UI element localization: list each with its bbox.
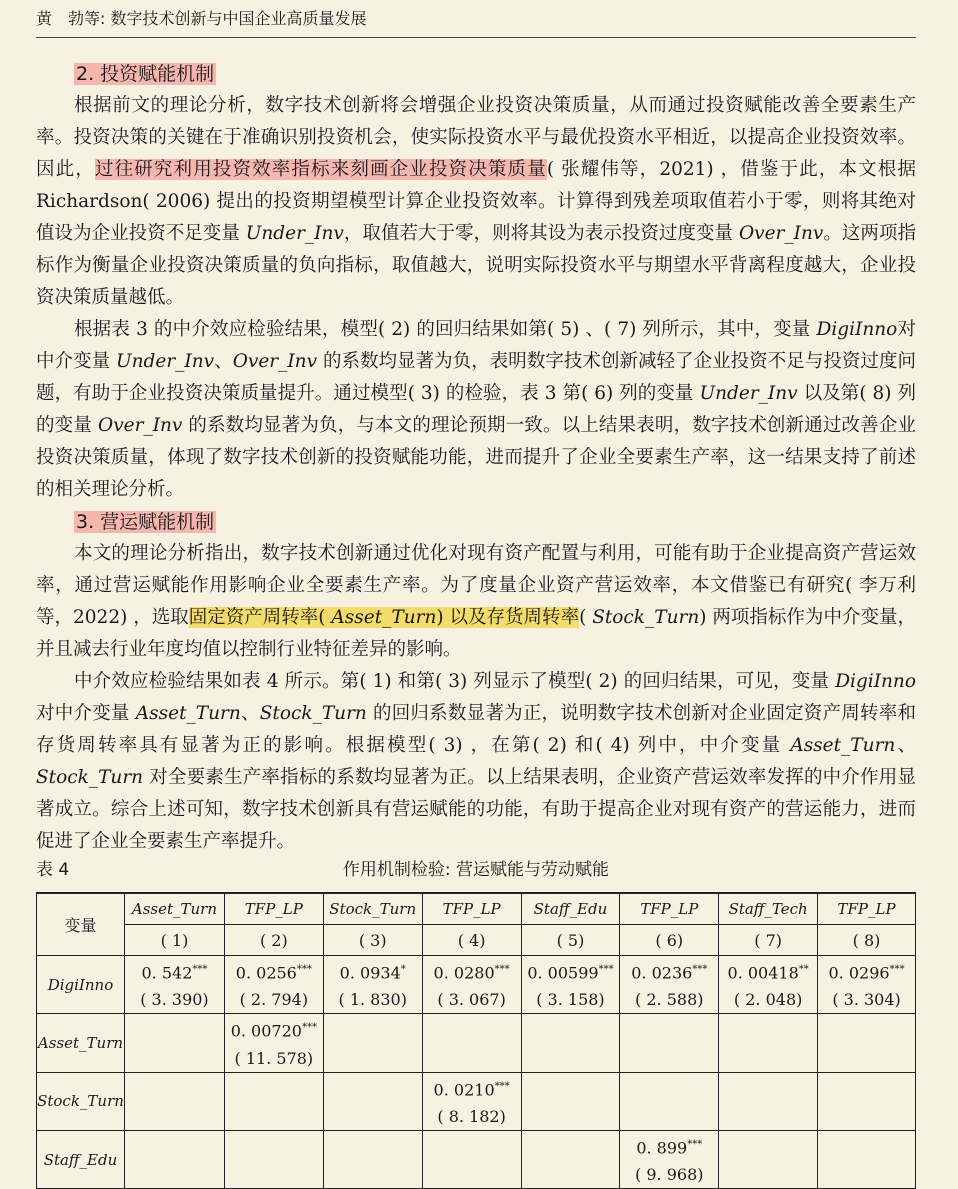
table-row bbox=[37, 956, 916, 1014]
table-cell bbox=[818, 1014, 916, 1072]
table-column-header: Stock_Turn bbox=[323, 893, 422, 925]
table-row bbox=[37, 1072, 916, 1130]
table-cell: 0. 542*** ( 3. 390) bbox=[124, 956, 224, 1014]
table-caption: 作用机制检验: 营运赋能与劳动赋能 bbox=[342, 860, 610, 880]
header-rule bbox=[36, 37, 916, 38]
table-cell bbox=[323, 1130, 422, 1188]
table-cell: 0. 00720*** ( 11. 578) bbox=[224, 1014, 323, 1072]
table-cell bbox=[818, 1130, 916, 1188]
table-cell bbox=[124, 1072, 224, 1130]
table-cell: 0. 899*** ( 9. 968) bbox=[620, 1130, 719, 1188]
table-cell: 0. 0210*** ( 8. 182) bbox=[422, 1072, 521, 1130]
results-table bbox=[36, 892, 916, 1189]
table-row-label: Asset_Turn bbox=[37, 1014, 125, 1072]
table-cell bbox=[818, 1072, 916, 1130]
table-cell bbox=[323, 1072, 422, 1130]
table-column-header: TFP_LP bbox=[422, 893, 521, 925]
table-cell bbox=[224, 1072, 323, 1130]
table-column-number: ( 4) bbox=[422, 925, 521, 956]
table-column-header: TFP_LP bbox=[620, 893, 719, 925]
table-cell bbox=[521, 1130, 620, 1188]
table-cell bbox=[422, 1130, 521, 1188]
table-label: 表 4 bbox=[36, 860, 70, 880]
table-cell: 0. 0256*** ( 2. 794) bbox=[224, 956, 323, 1014]
table-column-number: ( 5) bbox=[521, 925, 620, 956]
table-cell: 0. 0296*** ( 3. 304) bbox=[818, 956, 916, 1014]
table-column-number: ( 7) bbox=[719, 925, 818, 956]
body-text bbox=[36, 58, 916, 858]
paragraph: 根据表 3 的中介效应检验结果，模型( 2) 的回归结果如第( 5) 、( 7) 列所示，其中，变量 DigiInno对中介变量 Under_Inv、Over_Inv 的系数均显著为负，表明数字技术创新减轻了企业投资不足与投资过度问题，有助于企业投资决策质量提升。通过模型( 3) 的检验，表 3 第( 6) 列的变量 Under_Inv 以及第( 8) 列的变量 Over_Inv 的系数均显著为负，与本文的理论预期一致。以上结果表明，数字技术创新通过改善企业投资决策质量，体现了数字技术创新的投资赋能功能，进而提升了企业全要素生产率，这一结果支持了前述的相关理论分析。 bbox=[36, 319, 916, 500]
paragraph: 根据前文的理论分析，数字技术创新将会增强企业投资决策质量，从而通过投资赋能改善全要素生产率。投资决策的关键在于准确识别投资机会，使实际投资水平与最优投资水平相近，以提高企业投资效率。因此，过往研究利用投资效率指标来刻画企业投资决策质量( 张耀伟等，2021) ，借鉴于此，本文根据 Richardson( 2006) 提出的投资期望模型计算企业投资效率。计算得到残差项取值若小于零，则将其绝对值设为企业投资不足变量 Under_Inv，取值若大于零，则将其设为表示投资过度变量 Over_Inv。这两项指标作为衡量企业投资决策质量的负向指标，取值越大，说明实际投资水平与期望水平背离程度越大，企业投资决策质量越低。 bbox=[36, 95, 916, 308]
table-cell bbox=[521, 1014, 620, 1072]
table-column-number: ( 3) bbox=[323, 925, 422, 956]
table-column-header: TFP_LP bbox=[818, 893, 916, 925]
table-cell: 0. 0280*** ( 3. 067) bbox=[422, 956, 521, 1014]
table-column-header: Asset_Turn bbox=[124, 893, 224, 925]
table-column-header: TFP_LP bbox=[224, 893, 323, 925]
table-cell bbox=[719, 1072, 818, 1130]
heading-text: 3. 营运赋能机制 bbox=[76, 511, 215, 533]
table-cell bbox=[521, 1072, 620, 1130]
table-column-header: Staff_Edu bbox=[521, 893, 620, 925]
table-row bbox=[37, 1014, 916, 1072]
table-cell bbox=[719, 1014, 818, 1072]
table-cell bbox=[422, 1014, 521, 1072]
table-header-variable: 变量 bbox=[37, 893, 125, 956]
table-column-number: ( 6) bbox=[620, 925, 719, 956]
table-cell bbox=[224, 1130, 323, 1188]
highlight-pink: 过往研究利用投资效率指标来刻画企业投资决策质量 bbox=[94, 159, 547, 180]
highlight-yellow: 固定资产周转率( Asset_Turn) 以及存货周转率 bbox=[188, 607, 580, 628]
heading-text: 2. 投资赋能机制 bbox=[76, 63, 215, 85]
paragraph: 本文的理论分析指出，数字技术创新通过优化对现有资产配置与利用，可能有助于企业提高资产营运效率，通过营运赋能作用影响企业全要素生产率。为了度量企业资产营运效率，本文借鉴已有研究( 李万利等，2022) ，选取固定资产周转率( Asset_Turn) 以及存货周转率( Stock_Turn) 两项指标作为中介变量，并且减去行业年度均值以控制行业特征差异的影响。 bbox=[36, 543, 916, 660]
table-column-number: ( 1) bbox=[124, 925, 224, 956]
table-row bbox=[37, 1130, 916, 1188]
table-row-label: Stock_Turn bbox=[37, 1072, 125, 1130]
table-cell bbox=[124, 1130, 224, 1188]
section-heading-investment bbox=[36, 58, 916, 90]
table-cell: 0. 00599*** ( 3. 158) bbox=[521, 956, 620, 1014]
table-cell: 0. 0236*** ( 2. 588) bbox=[620, 956, 719, 1014]
table-row-label: Staff_Edu bbox=[37, 1130, 125, 1188]
table-column-number: ( 8) bbox=[818, 925, 916, 956]
table-cell bbox=[620, 1014, 719, 1072]
table-cell bbox=[620, 1072, 719, 1130]
table-row-label: DigiInno bbox=[37, 956, 125, 1014]
running-header: 黄 勃等: 数字技术创新与中国企业高质量发展 bbox=[36, 9, 367, 28]
section-heading-operation bbox=[36, 506, 916, 538]
table-cell: 0. 00418** ( 2. 048) bbox=[719, 956, 818, 1014]
table-cell: 0. 0934* ( 1. 830) bbox=[323, 956, 422, 1014]
table-cell bbox=[323, 1014, 422, 1072]
table-cell bbox=[719, 1130, 818, 1188]
table-column-header: Staff_Tech bbox=[719, 893, 818, 925]
paragraph: 中介效应检验结果如表 4 所示。第( 1) 和第( 3) 列显示了模型( 2) 的回归结果，可见，变量 DigiInno 对中介变量 Asset_Turn、Stock_Turn 的回归系数显著为正，说明数字技术创新对企业固定资产周转率和存货周转率具有显著为正的影响。根据模型( 3) ，在第( 2) 和( 4) 列中，中介变量 Asset_Turn、Stock_Turn 对全要素生产率指标的系数均显著为正。以上结果表明，企业资产营运效率发挥的中介作用显著成立。综合上述可知，数字技术创新具有营运赋能的功能，有助于提高企业对现有资产的营运能力，进而促进了企业全要素生产率提升。 bbox=[36, 671, 916, 852]
table-cell bbox=[124, 1014, 224, 1072]
table-column-number: ( 2) bbox=[224, 925, 323, 956]
